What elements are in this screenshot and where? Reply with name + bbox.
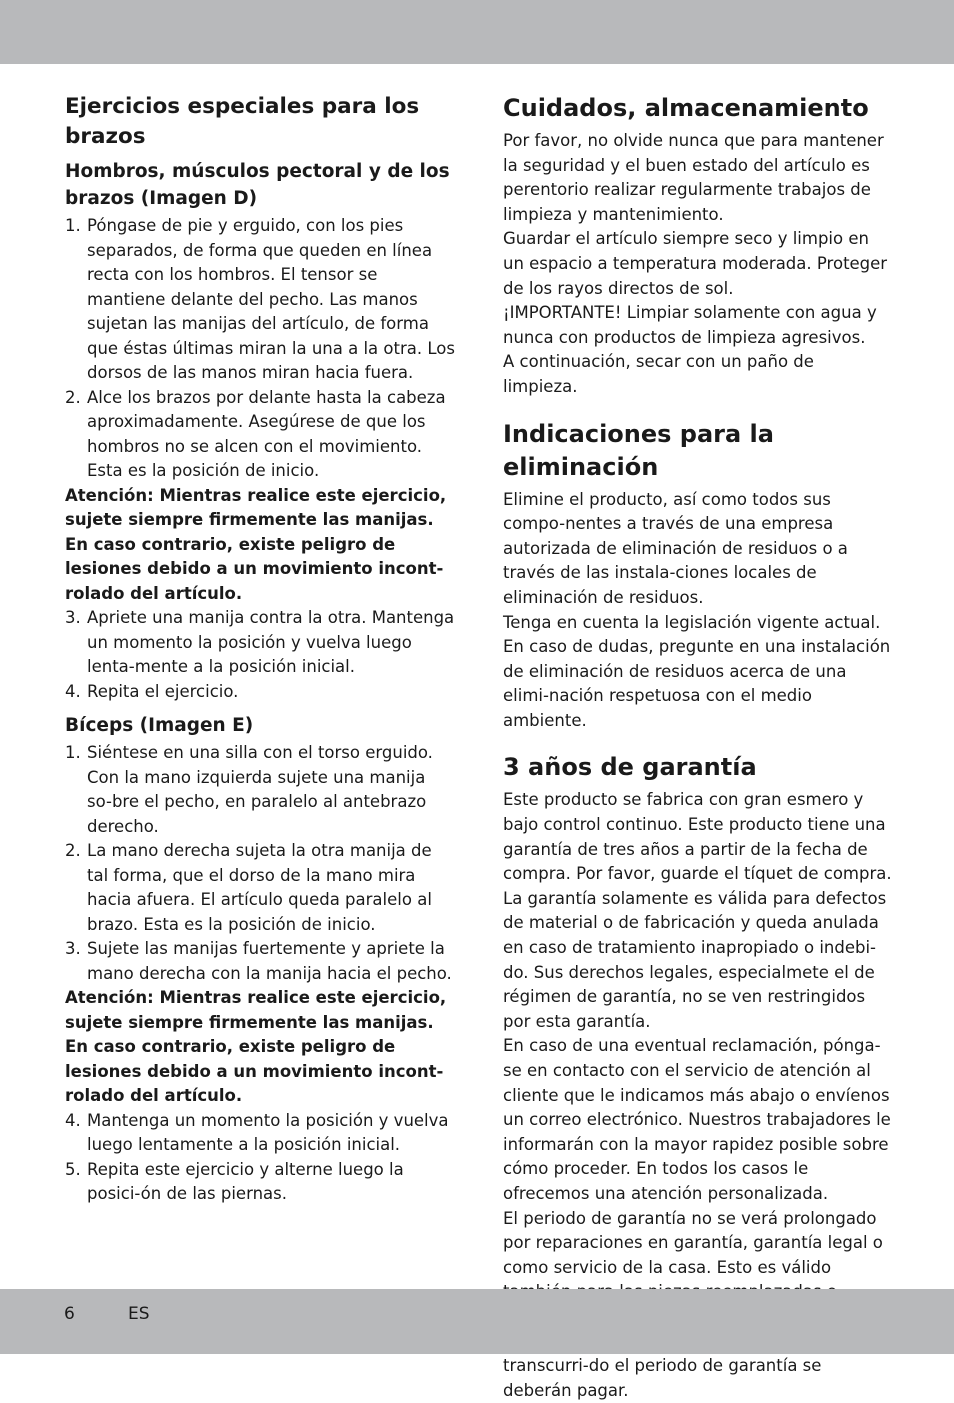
warning-text: Atención: Mientras realice este ejercicio, sujete siempre firmemente las manijas. En caso contrario, existe peligro de lesiones debido a un movimiento incont-rolado del artículo. [65, 485, 447, 603]
section-title-warranty: 3 años de garantía [503, 753, 757, 782]
list-item: 2. La mano derecha sujeta la otra manija de tal forma, que el dorso de la mano mira hacia afuera. El artículo queda paralelo al brazo. Esta es la posición de inicio. [65, 841, 432, 934]
list-item: 5. Repita este ejercicio y alterne luego la posici-ón de las piernas. [65, 1159, 404, 1203]
section-title-arm-exercises: Ejercicios especiales para los brazos [65, 94, 420, 149]
section-title-care: Cuidados, almacenamiento [503, 94, 869, 122]
right-column [503, 92, 893, 1403]
steps-list [65, 606, 455, 704]
subsection-title-shoulders: Hombros, músculos pectoral y de los brazos (Imagen D) [65, 161, 450, 209]
page-number: 6 [64, 1304, 75, 1324]
list-item: 1. Póngase de pie y erguido, con los pies separados, de forma que queden en línea recta con los hombros. El tensor se mantiene delante del pecho. Las manos sujetan las manijas del artículo, de forma que éstas últimas miran la una a la otra. Los dorsos de las manos miran hacia fuera. [65, 216, 455, 382]
paragraph: En caso de una eventual reclamación, pónga-se en contacto con el servicio de atención al cliente que le indicamos más abajo o envíenos un correo electrónico. Nuestros trabajadores le informarán con la mayor rapidez posible sobre cómo proceder. En todos los casos le ofrecemos una atención personalizada. [503, 1036, 891, 1203]
list-item: 3. Sujete las manijas fuertemente y apriete la mano derecha con la manija hacia el pecho. [65, 939, 452, 983]
list-item: 4. Repita el ejercicio. [65, 681, 239, 701]
paragraph: A continuación, secar con un paño de limpieza. [503, 352, 814, 396]
section-title-disposal: Indicaciones para la eliminación [503, 419, 774, 481]
warning-text: Atención: Mientras realice este ejercicio, sujete siempre firmemente las manijas. En caso contrario, existe peligro de lesiones debido a un movimiento incont-rolado del artículo. [65, 988, 447, 1105]
paragraph: El periodo de garantía no se verá prolongado por reparaciones en garantía, garantía legal o como servicio de la casa. Esto es válido [503, 1208, 883, 1277]
language-code: ES [128, 1304, 150, 1324]
list-item: 2. Alce los brazos por delante hasta la cabeza aproximadamente. Asegúrese de que los hombros no se alcen con el movimiento. Esta es la posición de inicio. [65, 387, 446, 480]
paragraph: Tenga en cuenta la legislación vigente actual. En caso de dudas, pregunte en una instalación de eliminación de residuos acerca de una elimi-nación respetuosa con el medio ambiente. [503, 612, 891, 730]
paragraph: transcurri-do el periodo de garantía se deberán pagar. [503, 1356, 822, 1400]
paragraph: La garantía solamente es válida para defectos de material o de fabricación y queda anulada en caso de tratamiento inapropiado o indebi-do. Sus derechos legales, especialmete el de régimen de garantía, no se ven restringidos por esta garantía. [503, 888, 887, 1031]
paragraph: ¡IMPORTANTE! Limpiar solamente con agua y nunca con productos de limpieza agresivos. [503, 303, 877, 347]
steps-list [65, 1109, 455, 1207]
header-band [0, 0, 954, 64]
list-item: 4. Mantenga un momento la posición y vuelva luego lentamente a la posición inicial. [65, 1110, 449, 1154]
steps-list [65, 214, 455, 484]
paragraph: Guardar el artículo siempre seco y limpio en un espacio a temperatura moderada. Proteger de los rayos directos de sol. [503, 229, 888, 298]
paragraph: Elimine el producto, así como todos sus compo-nentes a través de una empresa autorizada de eliminación de residuos o a través de las instala-ciones locales de eliminación de residuos. [503, 489, 848, 607]
list-item: 1. Siéntese en una silla con el torso erguido. Con la mano izquierda sujete una manija so-bre el pecho, en paralelo al antebrazo derecho. [65, 743, 433, 836]
steps-list [65, 741, 455, 986]
list-item: 3. Apriete una manija contra la otra. Mantenga un momento la posición y vuelva luego lenta-mente a la posición inicial. [65, 608, 455, 676]
left-column [65, 92, 455, 1207]
paragraph: Por favor, no olvide nunca que para mantener la seguridad y el buen estado del artículo es perentorio realizar regularmente trabajos de limpieza y mantenimiento. [503, 131, 884, 224]
subsection-title-biceps: Bíceps (Imagen E) [65, 715, 254, 736]
paragraph: Este producto se fabrica con gran esmero y bajo control continuo. Este producto tiene una garantía de tres años a partir de la fecha de compra. Por favor, guarde el tíquet de compra. [503, 790, 892, 884]
footer-band [0, 1289, 954, 1354]
